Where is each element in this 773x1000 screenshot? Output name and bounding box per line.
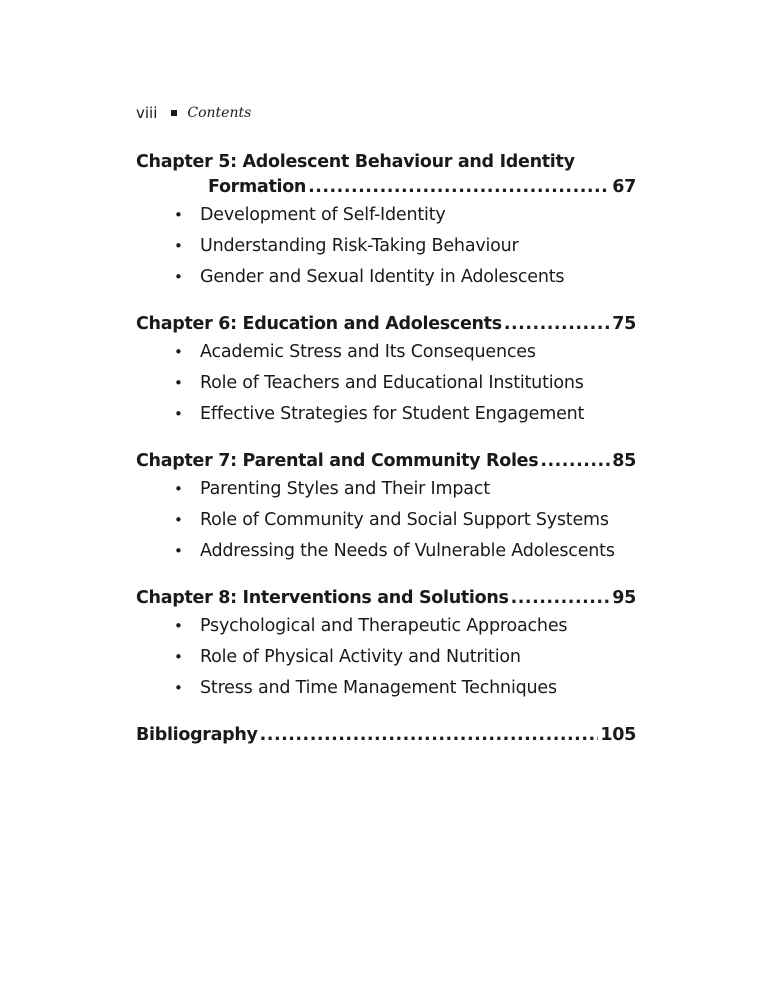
toc-section-chapter-6: [136, 312, 636, 430]
list-item-label: Parenting Styles and Their Impact: [200, 479, 490, 499]
toc-entry-chapter-7[interactable]: [136, 449, 636, 474]
chapter-title: Chapter 8: Interventions and Solutions: [136, 588, 509, 608]
list-item-label: Effective Strategies for Student Engagement: [200, 404, 585, 424]
bullet-icon: •: [174, 511, 183, 529]
toc-entry-chapter-6[interactable]: [136, 312, 636, 337]
list-item[interactable]: [136, 231, 636, 262]
list-item-label: Development of Self-Identity: [200, 205, 446, 225]
list-item[interactable]: [136, 673, 636, 704]
chapter-page-number: 95: [612, 588, 636, 608]
list-item[interactable]: [136, 262, 636, 293]
toc-section-chapter-5: [136, 150, 636, 293]
list-item-label: Stress and Time Management Techniques: [200, 678, 557, 698]
toc-section-chapter-8: [136, 586, 636, 704]
list-item[interactable]: [136, 536, 636, 567]
list-item[interactable]: [136, 642, 636, 673]
list-item[interactable]: [136, 611, 636, 642]
bibliography-title: Bibliography: [136, 725, 258, 745]
list-item[interactable]: [136, 368, 636, 399]
bullet-icon: •: [174, 617, 183, 635]
toc-entry-chapter-8[interactable]: [136, 586, 636, 611]
bullet-icon: •: [174, 268, 183, 286]
dot-leader: [260, 723, 599, 748]
chapter-title-line-2: Formation: [208, 177, 307, 197]
list-item[interactable]: [136, 505, 636, 536]
bullet-icon: •: [174, 343, 183, 361]
bullet-icon: •: [174, 648, 183, 666]
chapter-page-number: 85: [612, 451, 636, 471]
list-item-label: Gender and Sexual Identity in Adolescents: [200, 267, 565, 287]
dot-leader: [308, 175, 610, 200]
dot-leader: [504, 312, 610, 337]
list-item-label: Role of Teachers and Educational Institutions: [200, 373, 584, 393]
table-of-contents: [136, 150, 636, 767]
chapter-title: Chapter 7: Parental and Community Roles: [136, 451, 539, 471]
list-item-label: Understanding Risk-Taking Behaviour: [200, 236, 519, 256]
list-item[interactable]: [136, 399, 636, 430]
bullet-icon: •: [174, 542, 183, 560]
chapter-page-number: 67: [612, 177, 636, 197]
bibliography-page-number: 105: [600, 725, 636, 745]
dot-leader: [511, 586, 611, 611]
square-separator-icon: [171, 110, 177, 116]
list-item-label: Addressing the Needs of Vulnerable Adolescents: [200, 541, 615, 561]
list-item[interactable]: [136, 474, 636, 505]
bullet-icon: •: [174, 374, 183, 392]
bullet-icon: •: [174, 237, 183, 255]
bullet-icon: •: [174, 480, 183, 498]
list-item[interactable]: [136, 200, 636, 231]
chapter-page-number: 75: [612, 314, 636, 334]
list-item-label: Role of Physical Activity and Nutrition: [200, 647, 521, 667]
page-header: [136, 103, 251, 123]
list-item-label: Psychological and Therapeutic Approaches: [200, 616, 568, 636]
toc-entry-bibliography[interactable]: [136, 723, 636, 748]
chapter-title: Chapter 6: Education and Adolescents: [136, 314, 502, 334]
list-item-label: Role of Community and Social Support Systems: [200, 510, 609, 530]
bullet-icon: •: [174, 679, 183, 697]
bullet-icon: •: [174, 405, 183, 423]
toc-section-chapter-7: [136, 449, 636, 567]
dot-leader: [540, 449, 610, 474]
list-item-label: Academic Stress and Its Consequences: [200, 342, 536, 362]
toc-entry-chapter-5[interactable]: [136, 175, 636, 200]
bullet-icon: •: [174, 206, 183, 224]
running-title: Contents: [187, 105, 252, 121]
list-item[interactable]: [136, 337, 636, 368]
page-number: viii: [136, 104, 158, 122]
toc-section-bibliography: [136, 723, 636, 748]
chapter-title-line-1[interactable]: Chapter 5: Adolescent Behaviour and Identity: [136, 152, 575, 172]
